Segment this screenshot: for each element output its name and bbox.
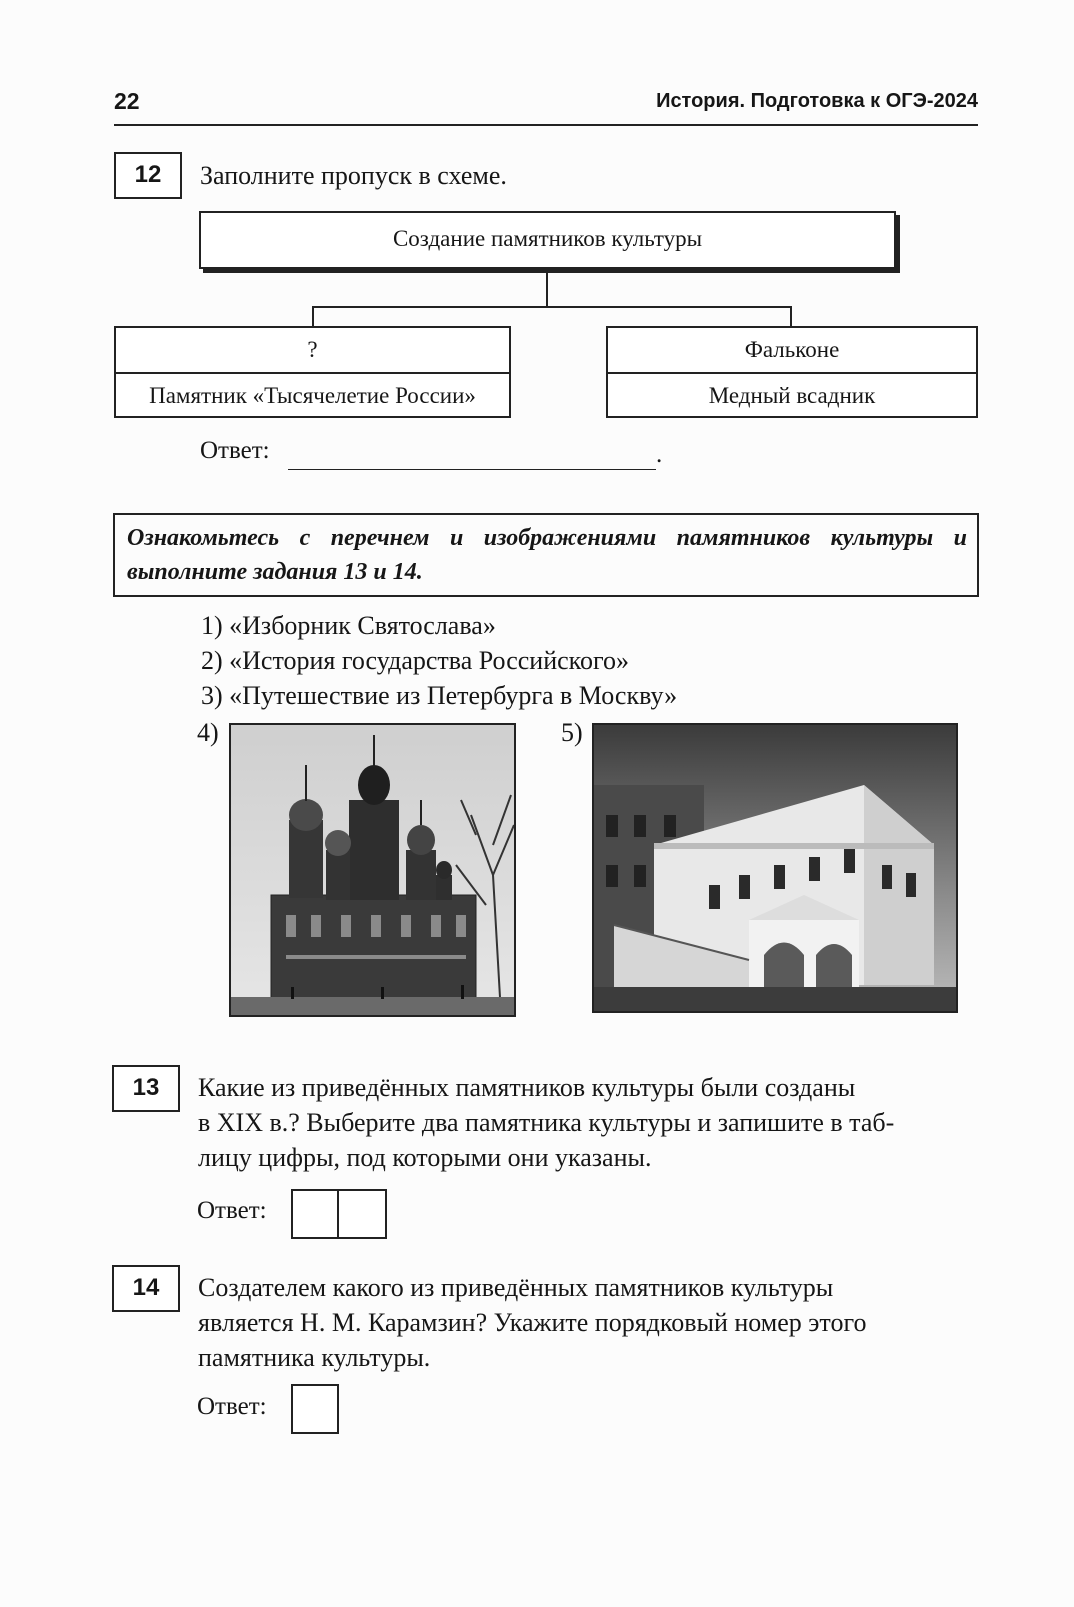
palace-photo [592,723,958,1013]
task-14-line-3: памятника культуры. [198,1343,431,1372]
task-12-prompt: Заполните пропуск в схеме. [200,161,507,190]
task-14-answer-label: Ответ: [197,1393,267,1420]
page-number: 22 [114,88,140,114]
image-label-4: 4) [197,718,219,747]
scheme-connector-left [312,306,314,327]
task-13-answer-cell-1[interactable] [291,1189,339,1239]
scheme-connector-right [790,306,792,327]
task-12-answer-end: . [656,441,663,468]
image-label-5: 5) [561,718,583,747]
task-13-answer-table [291,1189,387,1239]
task-13-number: 13 [112,1065,180,1112]
scheme-top-box: Создание памятников культуры [199,211,896,269]
monument-item-2: 2) «История государства Российского» [201,646,629,675]
instruction-box: Ознакомьтесь с перечнем и изображениями памятников культуры и выполните задания 13 и 14. [113,513,979,597]
task-14-line-2: является Н. М. Карамзин? Укажите порядковый номер этого [198,1308,867,1337]
palace-image [594,725,956,1011]
task-13-line-1: Какие из приведённых памятников культуры были созданы [198,1073,856,1102]
task-13-answer-label: Ответ: [197,1197,267,1224]
scheme-connector-horizontal [312,306,792,308]
task-14-text [198,1270,978,1375]
cathedral-photo [229,723,516,1017]
task-13-line-2: в XIX в.? Выберите два памятника культуры и запишите в таб- [198,1108,895,1137]
scheme-right-work: Медный всадник [708,383,876,408]
scheme-left-author: ? [116,328,509,374]
scheme-left-work: Памятник «Тысячелетие России» [149,383,476,408]
monument-item-1: 1) «Изборник Святослава» [201,611,496,640]
header-rule [114,124,978,126]
task-12-answer-line[interactable] [288,469,656,470]
task-13-text [198,1070,978,1175]
running-title: История. Подготовка к ОГЭ-2024 [656,90,978,112]
cathedral-image [231,725,514,1015]
scheme-left-box [114,326,511,418]
task-13-answer-cell-2[interactable] [339,1189,387,1239]
task-14-number: 14 [112,1265,180,1312]
scheme-right-author: Фальконе [608,328,976,374]
task-13-line-3: лицу цифры, под которыми они указаны. [198,1143,652,1172]
task-12-number: 12 [114,152,182,199]
scheme-connector-vertical [546,271,548,308]
task-14-answer-table [291,1384,339,1434]
task-14-line-1: Создателем какого из приведённых памятников культуры [198,1273,834,1302]
task-12-answer-label: Ответ: [200,437,270,464]
task-14-answer-cell[interactable] [291,1384,339,1434]
scheme-right-box [606,326,978,418]
monument-item-3: 3) «Путешествие из Петербурга в Москву» [201,681,678,710]
